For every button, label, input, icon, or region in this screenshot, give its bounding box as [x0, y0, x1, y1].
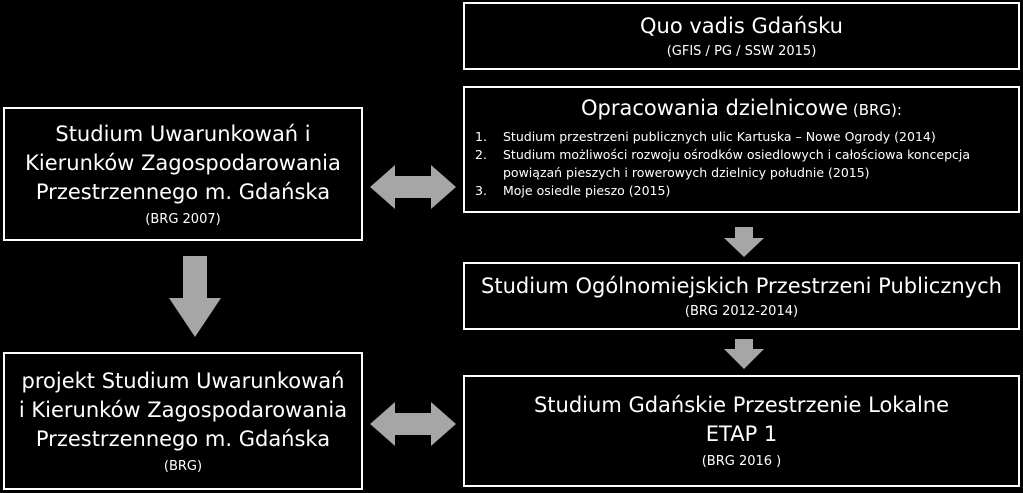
double-arrow-icon — [370, 402, 456, 446]
projekt-studium-line-1: projekt Studium Uwarunkowań — [21, 368, 345, 393]
gdanskie-przestrzenie-sub: (BRG 2016 ) — [701, 454, 782, 469]
gdanskie-przestrzenie-line-1: Studium Gdańskie Przestrzenie Lokalne — [533, 393, 950, 417]
opracowania-title-suffix: (BRG): — [848, 101, 902, 119]
studium-uwarunkowan-line-1: Studium Uwarunkowań i — [55, 121, 311, 146]
down-arrow-icon — [724, 227, 764, 257]
studium-ogolnomiejskich-title: Studium Ogólnomiejskich Przestrzeni Publicznych — [481, 273, 1002, 298]
studium-uwarunkowan-line-2: Kierunków Zagospodarowania — [25, 150, 341, 175]
list-item-text: Moje osiedle pieszo (2015) — [503, 183, 671, 198]
down-arrow-icon — [724, 339, 764, 369]
opracowania-title: Opracowania dzielnicowe — [581, 96, 849, 120]
double-arrow-icon — [370, 165, 456, 209]
down-arrow-icon — [169, 256, 221, 337]
list-item-number: 1. — [475, 129, 487, 144]
studium-uwarunkowan-line-3: Przestrzennego m. Gdańska — [35, 179, 331, 204]
list-item-number: 2. — [475, 147, 487, 162]
gdanskie-przestrzenie-line-2: ETAP 1 — [705, 422, 778, 446]
quo-vadis-title: Quo vadis Gdańsku — [640, 13, 843, 38]
list-item-number: 3. — [475, 183, 487, 198]
list-item-text: Studium możliwości rozwoju ośrodków osiedlowych i całościowa koncepcja powiązań pieszych i rowerowych dzielnicy południe (2015) — [503, 147, 971, 180]
projekt-studium-line-3: Przestrzennego m. Gdańska — [35, 426, 331, 451]
projekt-studium-line-2: i Kierunków Zagospodarowania — [18, 397, 348, 422]
quo-vadis-sub: (GFIS / PG / SSW 2015) — [666, 43, 817, 59]
list-item-text: Studium przestrzeni publicznych ulic Kartuska – Nowe Ogrody (2014) — [503, 129, 936, 144]
studium-uwarunkowan-sub: (BRG 2007) — [145, 211, 221, 227]
studium-ogolnomiejskich-sub: (BRG 2012-2014) — [684, 303, 799, 319]
projekt-studium-sub: (BRG) — [163, 458, 203, 474]
